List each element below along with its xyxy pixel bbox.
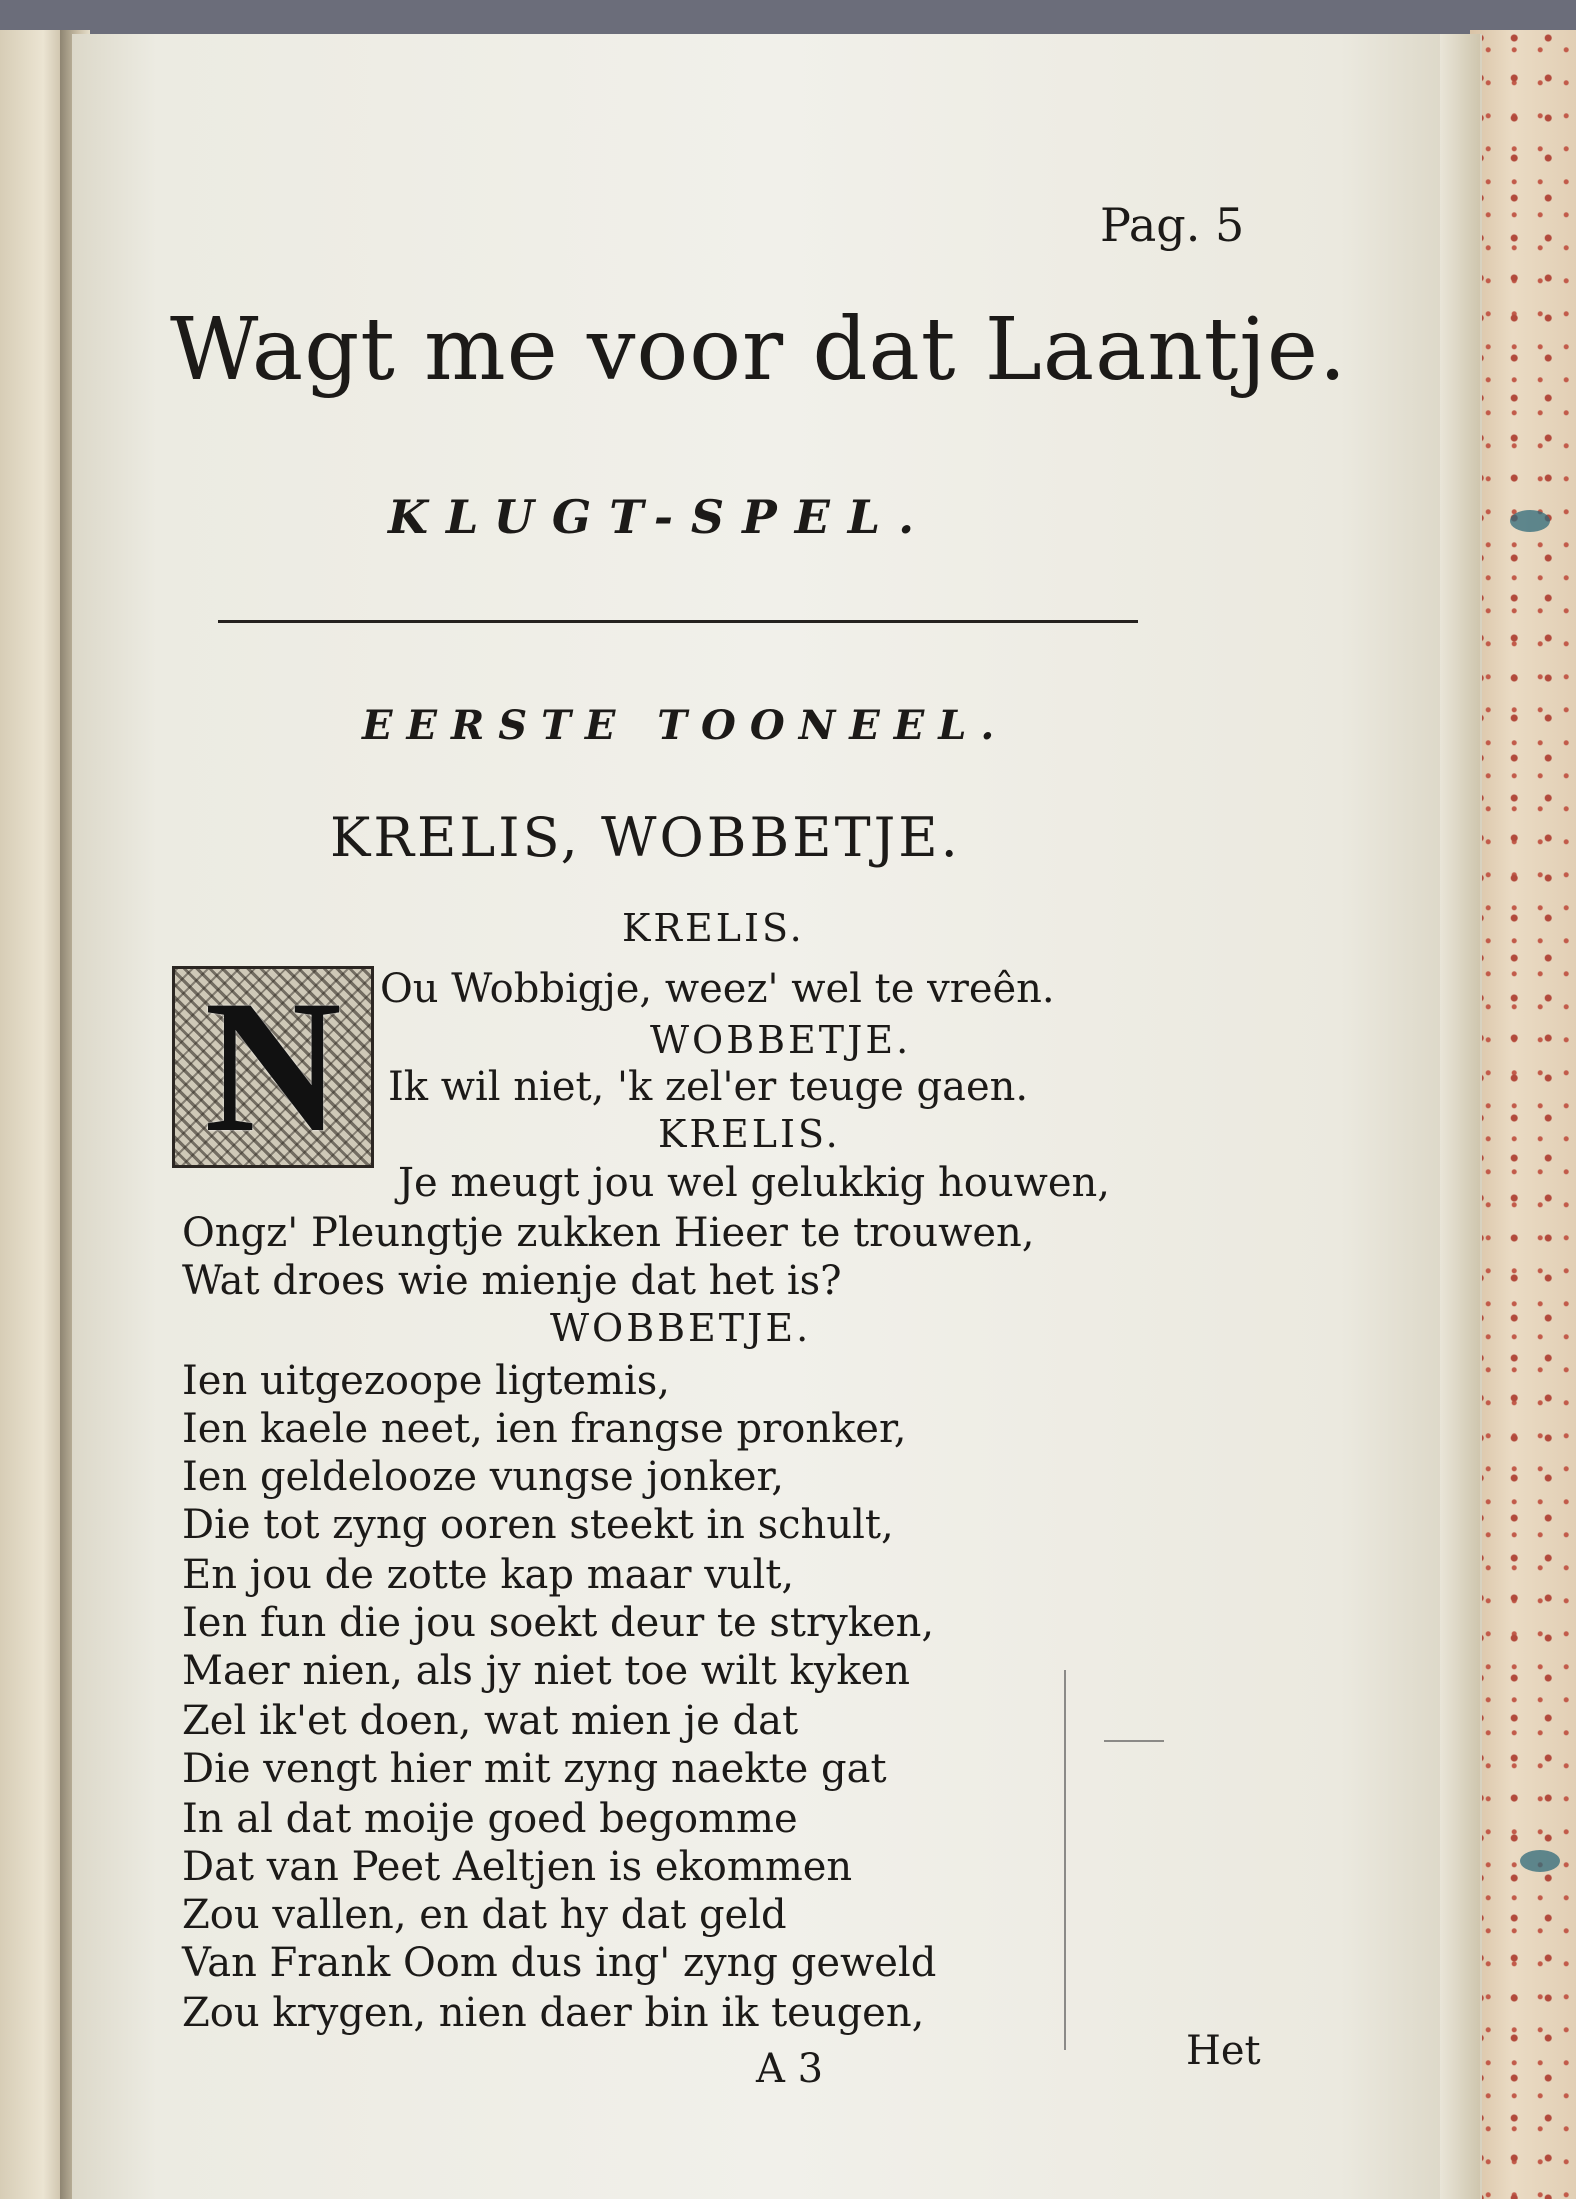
initial-letter: N (204, 962, 342, 1172)
speaker-label: KRELIS. (622, 906, 805, 950)
speaker-label: WOBBETJE. (650, 1018, 912, 1062)
subtitle: KLUGT-SPEL. (388, 490, 933, 544)
pencil-mark (1104, 1740, 1164, 1742)
cast-heading: KRELIS, WOBBETJE. (330, 806, 961, 869)
verse-line: Ongz' Pleungtje zukken Hieer te trouwen, (182, 1210, 1035, 1256)
verse-line: Ien kaele neet, ien frangse pronker, (182, 1406, 907, 1452)
verse-line: In al dat moije goed begomme (182, 1796, 798, 1842)
catchword: Het (1186, 2028, 1261, 2074)
verse-line: Ik wil niet, 'k zel'er teuge gaen. (388, 1064, 1029, 1110)
title-rule (218, 620, 1138, 623)
verse-line: Van Frank Oom dus ing' zyng geweld (182, 1940, 937, 1986)
verse-line: Die tot zyng ooren steekt in schult, (182, 1502, 894, 1548)
speaker-label: WOBBETJE. (550, 1306, 812, 1350)
verse-line: Ien geldelooze vungse jonker, (182, 1454, 784, 1500)
page-number: Pag. 5 (1100, 198, 1245, 252)
verse-line: Zou krygen, nien daer bin ik teugen, (182, 1990, 925, 2036)
scene-heading: EERSTE TOONEEL. (362, 702, 1009, 749)
verse-line: Maer nien, als jy niet toe wilt kyken (182, 1648, 911, 1694)
page-edge (1440, 34, 1480, 2199)
speaker-label: KRELIS. (658, 1112, 841, 1156)
verse-line: Zou vallen, en dat hy dat geld (182, 1892, 787, 1938)
verse-line: Zel ik'et doen, wat mien je dat (182, 1698, 799, 1744)
pencil-mark (1064, 1670, 1066, 2050)
verse-line: Die vengt hier mit zyng naekte gat (182, 1746, 887, 1792)
signature-mark: A 3 (756, 2046, 824, 2092)
decorated-initial (172, 962, 374, 1172)
verse-line: En jou de zotte kap maar vult, (182, 1552, 795, 1598)
floral-pattern-icon (1520, 1850, 1560, 1872)
floral-pattern-icon (1510, 510, 1550, 532)
verse-line: Dat van Peet Aeltjen is ekommen (182, 1844, 853, 1890)
verse-line: Je meugt jou wel gelukkig houwen, (398, 1160, 1110, 1206)
verse-line: Ien uitgezoope ligtemis, (182, 1358, 670, 1404)
right-binding-cover (1470, 30, 1576, 2199)
verse-line: Ien fun die jou soekt deur te stryken, (182, 1600, 935, 1646)
verse-line: Wat droes wie mienje dat het is? (182, 1258, 842, 1304)
verse-line: Ou Wobbigje, weez' wel te vreên. (380, 966, 1055, 1012)
page-title: Wagt me voor dat Laantje. (170, 300, 1348, 400)
